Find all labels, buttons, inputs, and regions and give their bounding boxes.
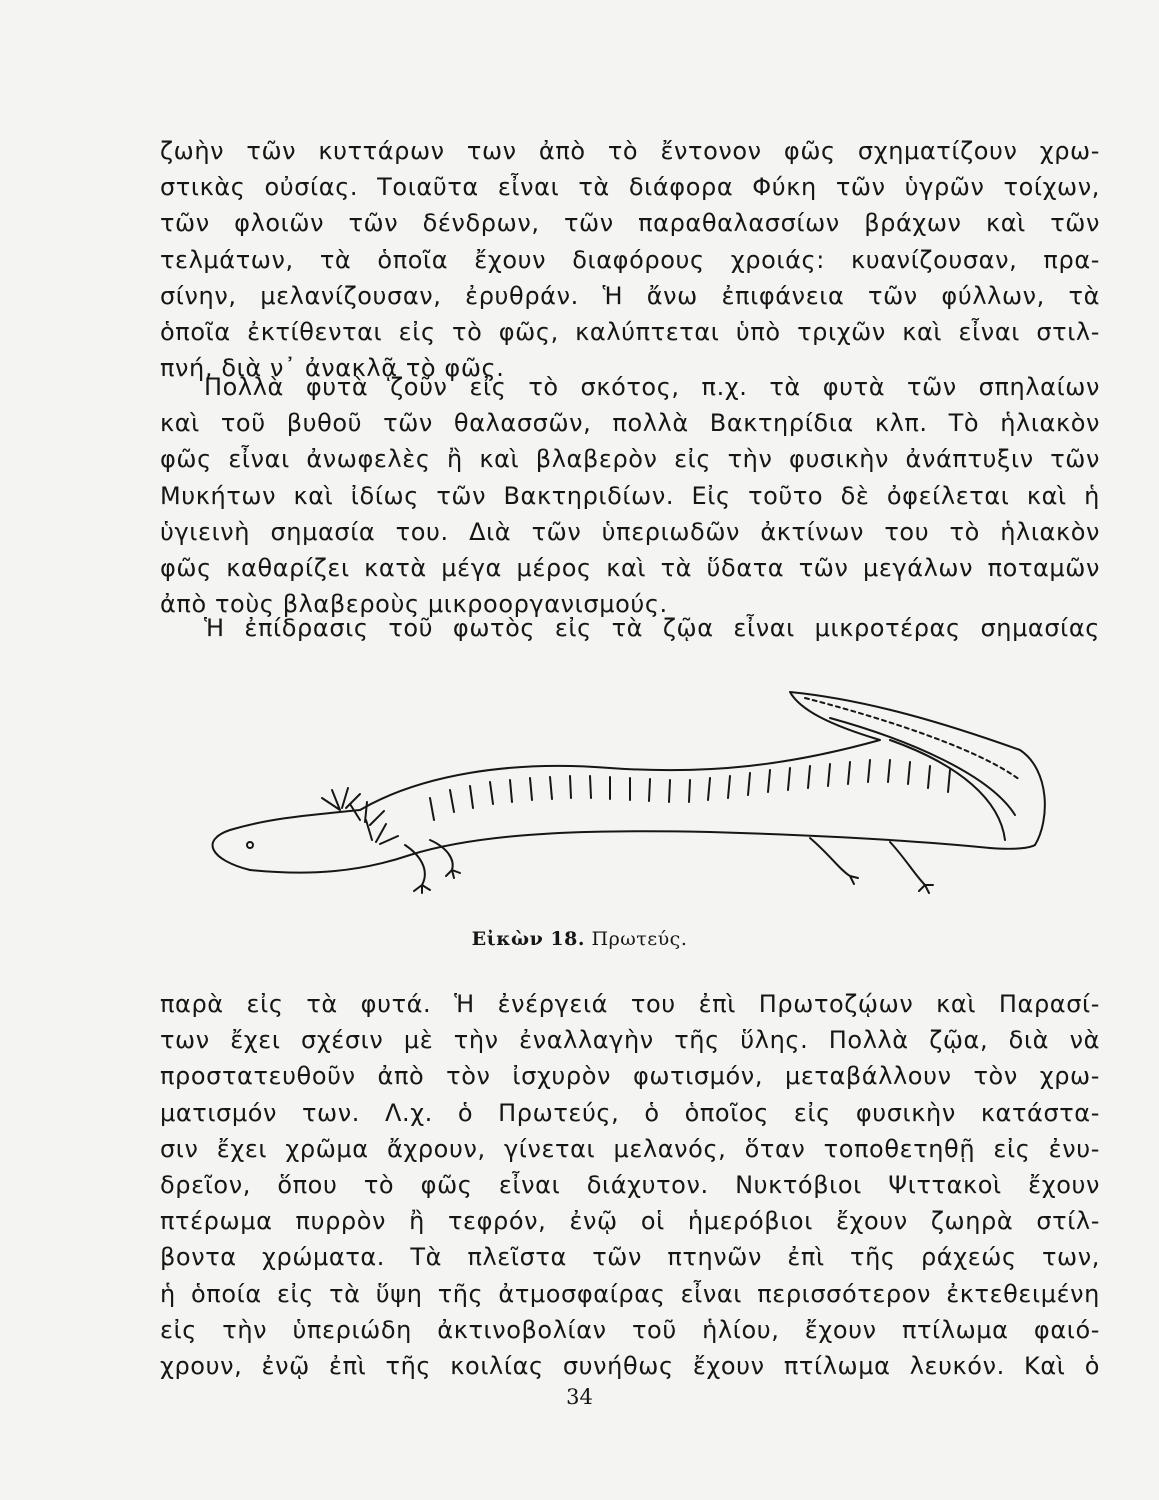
- text-line: Μυκήτων καὶ ἰδίως τῶν Βακτηριδίων. Εἰς τοῦτο δὲ ὀφείλεται καὶ ἡ: [160, 481, 1100, 510]
- text-line: βοντα χρώματα. Τὰ πλεῖστα τῶν πτηνῶν ἐπὶ τῆς ράχεώς των,: [160, 1243, 1100, 1272]
- text-line: πνή, διὰ ν᾽ ἀνακλᾷ τὸ φῶς.: [160, 354, 505, 383]
- figure-title: Πρωτεύς.: [591, 928, 688, 950]
- text-line: στικὰς οὐσίας. Τοιαῦτα εἶναι τὰ διάφορα Φύκη τῶν ὑγρῶν τοίχων,: [160, 173, 1100, 202]
- text-line: τῶν φλοιῶν τῶν δένδρων, τῶν παραθαλασσίων βράχων καὶ τῶν: [160, 209, 1100, 238]
- text-line: ἀπὸ τοὺς βλαβεροὺς μικροοργανισμούς.: [160, 590, 668, 619]
- text-line: Ἡ ἐπίδρασις τοῦ φωτὸς εἰς τὰ ζῷα εἶναι μικροτέρας σημασίας: [204, 614, 1100, 642]
- paragraph-4: [160, 986, 1100, 1384]
- text-line: σίνην, μελανίζουσαν, ἐρυθράν. Ἡ ἄνω ἐπιφάνεια τῶν φύλλων, τὰ: [160, 281, 1100, 310]
- text-line: ζωὴν τῶν κυττάρων των ἀπὸ τὸ ἔντονον φῶς σχηματίζουν χρω-: [160, 137, 1100, 165]
- text-line: σιν ἔχει χρῶμα ἄχρουν, γίνεται μελανός, ὅταν τοποθετηθῇ εἰς ἐνυ-: [160, 1134, 1100, 1163]
- text-line: Πολλὰ φυτὰ ζοῦν εἰς τὸ σκότος, π.χ. τὰ φυτὰ τῶν σπηλαίων: [204, 373, 1100, 401]
- text-line: πτέρωμα πυρρὸν ἢ τεφρόν, ἐνῷ οἱ ἡμερόβιοι ἔχουν ζωηρὰ στίλ-: [160, 1207, 1100, 1236]
- text-line: των ἔχει σχέσιν μὲ τὴν ἐναλλαγὴν τῆς ὕλης. Πολλὰ ζῷα, διὰ νὰ: [160, 1026, 1100, 1055]
- text-line: ὑγιεινὴ σημασία του. Διὰ τῶν ὑπεριωδῶν ἀκτίνων του τὸ ἡλιακὸν: [160, 517, 1100, 546]
- text-line: φῶς εἶναι ἀνωφελὲς ἢ καὶ βλαβερὸν εἰς τὴν φυσικὴν ἀνάπτυξιν τῶν: [160, 445, 1100, 474]
- proteus-illustration: [190, 680, 1070, 920]
- text-line: προστατευθοῦν ἀπὸ τὸν ἰσχυρὸν φωτισμόν, μεταβάλλουν τὸν χρω-: [160, 1062, 1100, 1091]
- text-line: τελμάτων, τὰ ὁποῖα ἔχουν διαφόρους χροιάς: κυανίζουσαν, πρα-: [160, 245, 1100, 274]
- paragraph-1: [160, 133, 1100, 386]
- text-line: δρεῖον, ὅπου τὸ φῶς εἶναι διάχυτον. Νυκτόβιοι Ψιττακοὶ ἔχουν: [160, 1170, 1100, 1199]
- text-line: φῶς καθαρίζει κατὰ μέγα μέρος καὶ τὰ ὕδατα τῶν μεγάλων ποταμῶν: [160, 553, 1100, 582]
- text-line: ἡ ὁποία εἰς τὰ ὕψη τῆς ἀτμοσφαίρας εἶναι περισσότερον ἐκτεθειμένη: [160, 1279, 1100, 1308]
- text-line: εἰς τὴν ὑπεριώδη ἀκτινοβολίαν τοῦ ἡλίου, ἔχουν πτίλωμα φαιό-: [160, 1315, 1100, 1344]
- text-line: χρουν, ἐνῷ ἐπὶ τῆς κοιλίας συνήθως ἔχουν πτίλωμα λευκόν. Καὶ ὁ: [160, 1351, 1100, 1380]
- paragraph-2: [160, 369, 1100, 622]
- figure-label: Εἰκὼν 18.: [471, 928, 585, 950]
- page-number: 34: [566, 1385, 593, 1409]
- paragraph-3: [160, 610, 1100, 646]
- text-line: παρὰ εἰς τὰ φυτά. Ἡ ἐνέργειά του ἐπὶ Πρωτοζῴων καὶ Παρασί-: [160, 990, 1100, 1018]
- text-line: ματισμόν των. Λ.χ. ὁ Πρωτεύς, ὁ ὁποῖος εἰς φυσικὴν κατάστα-: [160, 1098, 1100, 1127]
- text-line: ὁποῖα ἐκτίθενται εἰς τὸ φῶς, καλύπτεται ὑπὸ τριχῶν καὶ εἶναι στιλ-: [160, 317, 1100, 346]
- text-line: καὶ τοῦ βυθοῦ τῶν θαλασσῶν, πολλὰ Βακτηρίδια κλπ. Τὸ ἡλιακὸν: [160, 409, 1100, 438]
- figure-caption: [0, 928, 1159, 950]
